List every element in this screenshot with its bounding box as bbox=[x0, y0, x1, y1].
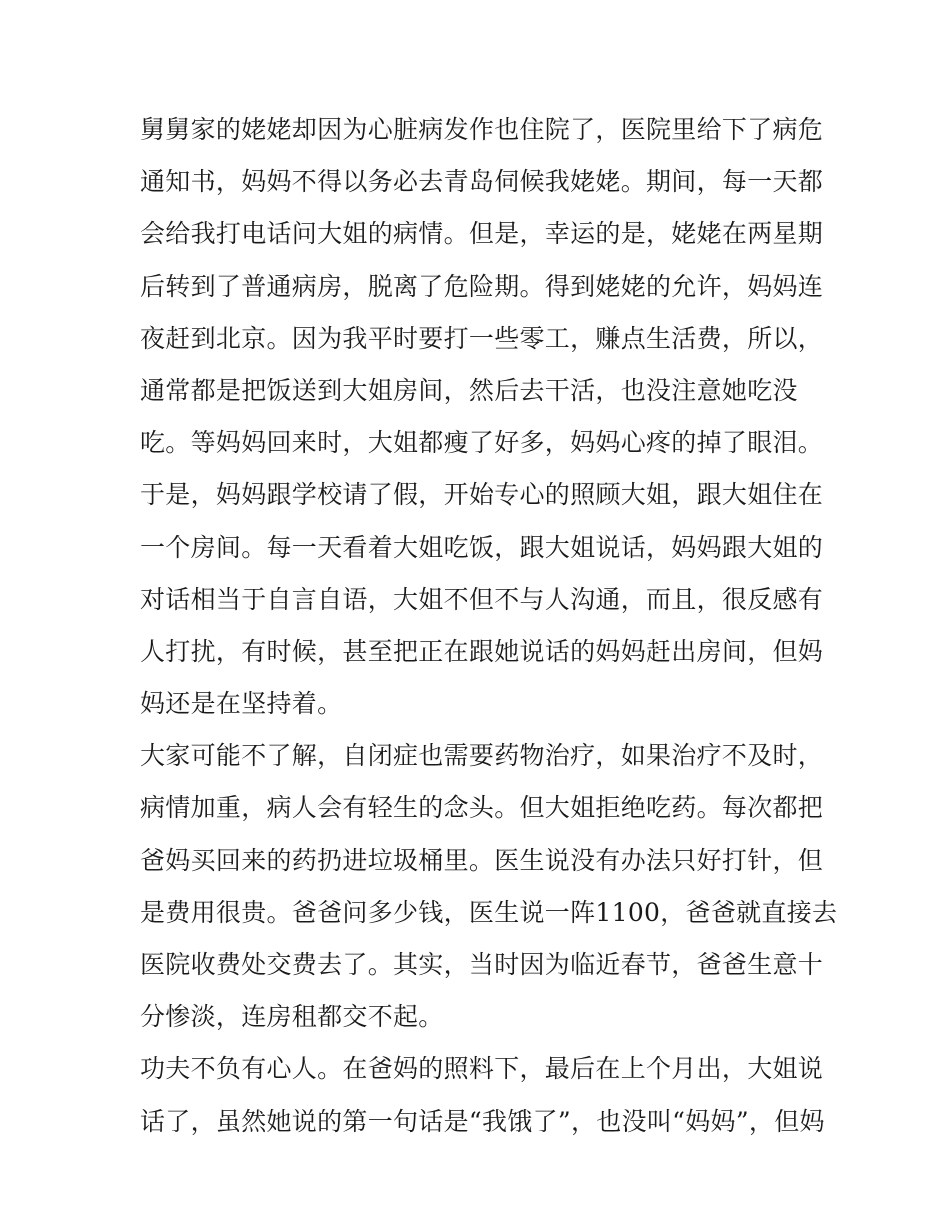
document-body bbox=[140, 104, 838, 1148]
text-line: 病情加重，病人会有轻生的念头。但大姐拒绝吃药。每次都把 bbox=[140, 793, 824, 823]
text-line: 医院收费处交费去了。其实，当时因为临近春节，爸爸生意十 bbox=[140, 950, 824, 979]
text-line: 是费用很贵。爸爸问多少钱，医生说一阵1100，爸爸就直接去 bbox=[140, 897, 838, 927]
text-line: 功夫不负有心人。在爸妈的照料下，最后在上个月出，大姐说 bbox=[140, 1054, 824, 1084]
text-line: 对话相当于自言自语，大姐不但不与人沟通，而且，很反感有 bbox=[140, 584, 824, 614]
text-line: 话了，虽然她说的第一句话是“我饿了”，也没叫“妈妈”，但妈 bbox=[140, 1106, 825, 1136]
text-line: 舅舅家的姥姥却因为心脏病发作也住院了，医院里给下了病危 bbox=[140, 115, 824, 144]
text-line: 人打扰，有时候，甚至把正在跟她说话的妈妈赶出房间，但妈 bbox=[140, 636, 824, 666]
text-line: 会给我打电话问大姐的病情。但是，幸运的是，姥姥在两星期 bbox=[140, 219, 824, 249]
text-line: 于是，妈妈跟学校请了假，开始专心的照顾大姐，跟大姐住在 bbox=[140, 480, 824, 510]
text-line: 通知书，妈妈不得以务必去青岛伺候我姥姥。期间，每一天都 bbox=[140, 167, 824, 197]
text-line: 大家可能不了解，自闭症也需要药物治疗，如果治疗不及时， bbox=[140, 741, 824, 771]
text-line: 爸妈买回来的药扔进垃圾桶里。医生说没有办法只好打针，但 bbox=[140, 845, 824, 875]
text-line: 吃。等妈妈回来时，大姐都瘦了好多，妈妈心疼的掉了眼泪。 bbox=[140, 428, 824, 458]
text-line: 后转到了普通病房，脱离了危险期。得到姥姥的允许，妈妈连 bbox=[140, 271, 824, 301]
text-line: 通常都是把饭送到大姐房间，然后去干活，也没注意她吃没 bbox=[140, 375, 798, 405]
text-line: 夜赶到北京。因为我平时要打一些零工，赚点生活费，所以， bbox=[140, 323, 824, 353]
text-line: 分惨淡，连房租都交不起。 bbox=[140, 1002, 444, 1032]
text-line: 妈还是在坚持着。 bbox=[140, 689, 343, 719]
text-line: 一个房间。每一天看着大姐吃饭，跟大姐说话，妈妈跟大姐的 bbox=[140, 532, 824, 562]
